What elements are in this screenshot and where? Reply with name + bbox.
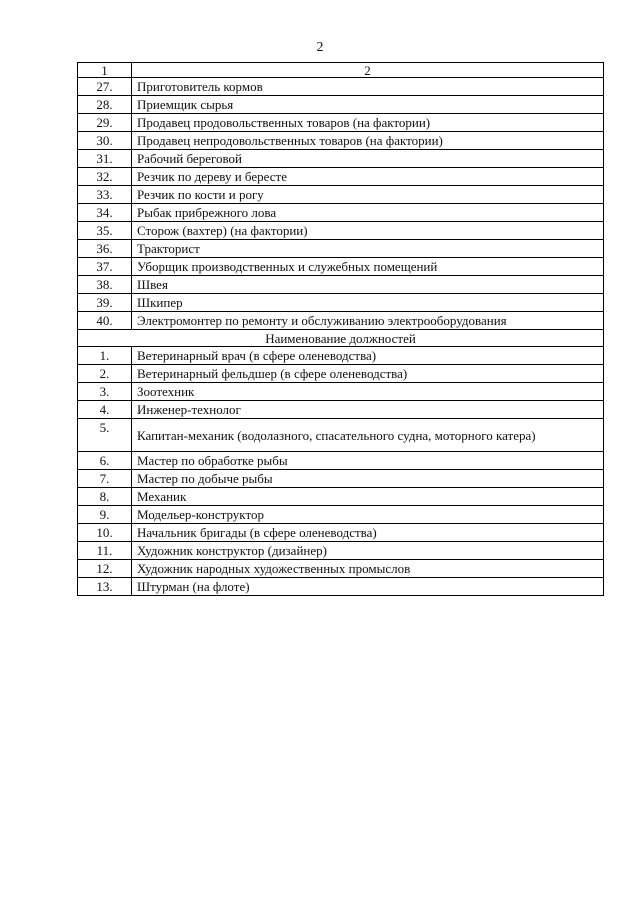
row-name: Модельер-конструктор [132,506,604,524]
table-row [78,347,604,365]
row-name: Швея [132,276,604,294]
row-number: 3. [78,383,132,401]
row-name: Электромонтер по ремонту и обслуживанию электрооборудования [132,312,604,330]
row-name: Штурман (на флоте) [132,578,604,596]
table-row [78,365,604,383]
row-number: 6. [78,452,132,470]
page-number: 2 [316,40,324,55]
row-number: 13. [78,578,132,596]
row-name: Инженер-технолог [132,401,604,419]
section-title: Наименование должностей [78,330,604,347]
table-row [78,276,604,294]
row-name: Зоотехник [132,383,604,401]
row-name: Рыбак прибрежного лова [132,204,604,222]
row-name: Тракторист [132,240,604,258]
row-number: 4. [78,401,132,419]
row-number: 12. [78,560,132,578]
table-row [78,258,604,276]
row-number: 38. [78,276,132,294]
row-number: 32. [78,168,132,186]
row-name: Резчик по кости и рогу [132,186,604,204]
row-name: Художник народных художественных промыслов [132,560,604,578]
row-number: 5. [78,419,132,452]
section-heading-row [78,330,604,347]
table-row [78,150,604,168]
row-name: Приемщик сырья [132,96,604,114]
table-row [78,132,604,150]
table-row [78,78,604,96]
row-number: 31. [78,150,132,168]
table-row [78,401,604,419]
row-number: 9. [78,506,132,524]
row-name: Художник конструктор (дизайнер) [132,542,604,560]
row-name: Продавец непродовольственных товаров (на фактории) [132,132,604,150]
row-number: 33. [78,186,132,204]
row-name: Шкипер [132,294,604,312]
table-row [78,383,604,401]
table-row [78,294,604,312]
row-name: Капитан-механик (водолазного, спасательного судна, моторного катера) [132,419,604,452]
row-number: 10. [78,524,132,542]
row-number: 27. [78,78,132,96]
row-number: 11. [78,542,132,560]
row-name: Приготовитель кормов [132,78,604,96]
row-number: 28. [78,96,132,114]
row-name: Рабочий береговой [132,150,604,168]
table-row [78,524,604,542]
table-row [78,560,604,578]
header-col-number: 1 [78,63,132,78]
row-number: 40. [78,312,132,330]
table-row [78,488,604,506]
table-row [78,168,604,186]
row-name: Сторож (вахтер) (на фактории) [132,222,604,240]
table-row [78,470,604,488]
table-body [78,63,604,596]
row-name: Механик [132,488,604,506]
table-row [78,222,604,240]
row-name: Мастер по добыче рыбы [132,470,604,488]
row-number: 39. [78,294,132,312]
table-row [78,506,604,524]
table-row [78,240,604,258]
header-col-name: 2 [132,63,604,78]
row-name: Продавец продовольственных товаров (на фактории) [132,114,604,132]
table-header-row [78,63,604,78]
table-row [78,204,604,222]
row-number: 30. [78,132,132,150]
row-number: 34. [78,204,132,222]
row-number: 8. [78,488,132,506]
table-row [78,578,604,596]
professions-table [77,62,604,596]
row-name: Ветеринарный врач (в сфере оленеводства) [132,347,604,365]
row-number: 37. [78,258,132,276]
row-name: Начальник бригады (в сфере оленеводства) [132,524,604,542]
row-number: 7. [78,470,132,488]
table-row [78,186,604,204]
table-row [78,419,604,452]
row-name: Резчик по дереву и бересте [132,168,604,186]
row-number: 29. [78,114,132,132]
row-number: 36. [78,240,132,258]
table-row [78,114,604,132]
table-row [78,312,604,330]
row-name: Ветеринарный фельдшер (в сфере оленеводства) [132,365,604,383]
table-row [78,542,604,560]
row-number: 2. [78,365,132,383]
row-number: 1. [78,347,132,365]
table-row [78,452,604,470]
row-number: 35. [78,222,132,240]
row-name: Уборщик производственных и служебных помещений [132,258,604,276]
row-name: Мастер по обработке рыбы [132,452,604,470]
table-row [78,96,604,114]
